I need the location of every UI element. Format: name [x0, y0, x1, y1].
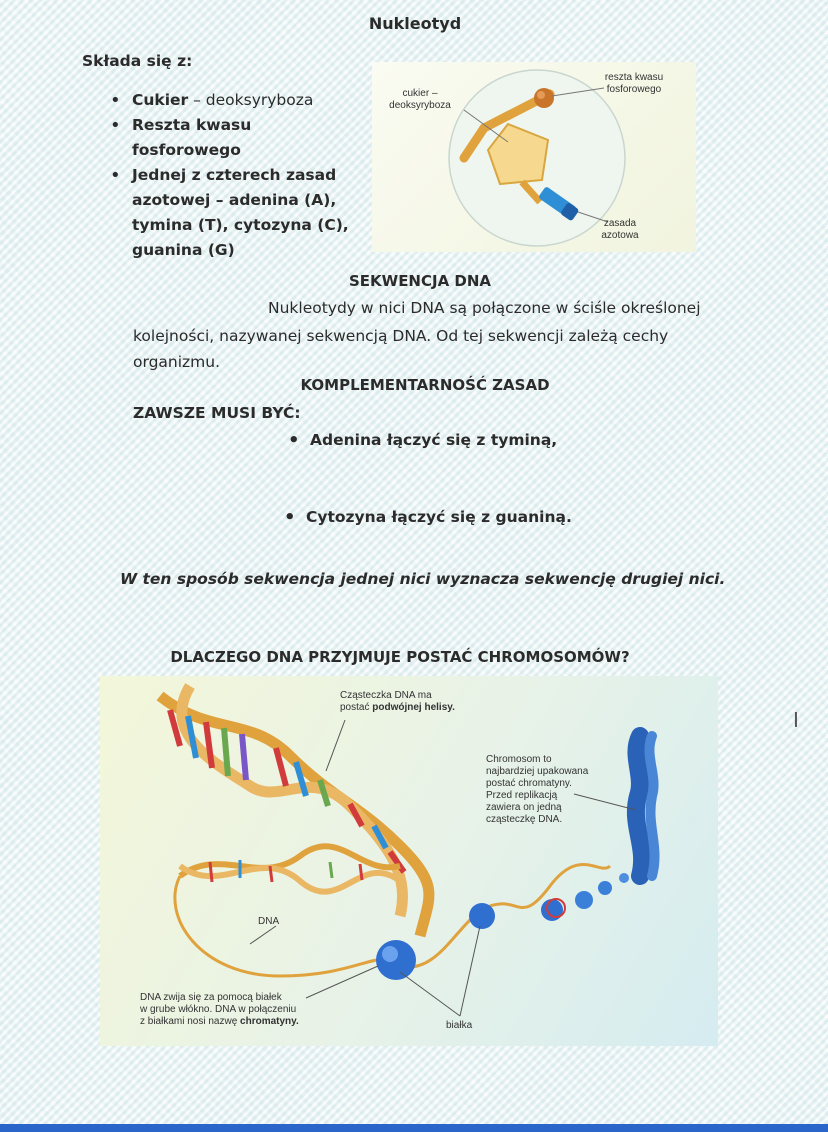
chromatin-label-line2: w grube włókno. DNA w połączeniu: [140, 1004, 297, 1015]
protein-label: białka: [446, 1020, 473, 1031]
sequence-line2: kolejności, nazywanej sekwencją DNA. Od tej sekwencji zależą cechy: [133, 327, 669, 345]
component-term: Jednej z czterech zasad azotowej – adenina (A), tymina (T), cytozyna (C), guanina (G): [132, 166, 349, 259]
component-term: Reszta kwasu fosforowego: [132, 116, 252, 159]
rule-text: Cytozyna łączyć się z guaniną.: [306, 508, 572, 526]
chromosome-illustration: [100, 676, 718, 1046]
sequence-heading: SEKWENCJA DNA: [348, 272, 492, 290]
chromosome-label-line4: Przed replikacją: [486, 790, 558, 801]
rule-list-2: [284, 505, 604, 530]
label-base-line2: azotowa: [601, 230, 639, 241]
chromosome-label-line2: najbardziej upakowana: [486, 766, 589, 777]
chromosome-label-line6: cząsteczkę DNA.: [486, 814, 563, 825]
label-sugar-line2: deoksyryboza: [389, 100, 451, 111]
helix-label-line1: Cząsteczka DNA ma: [340, 690, 432, 701]
list-item: [110, 88, 360, 113]
complementarity-heading: KOMPLEMENTARNOŚĆ ZASAD: [300, 376, 550, 394]
label-base-line1: zasada: [603, 218, 637, 229]
intro-text: Składa się z:: [82, 52, 193, 70]
rule-list-1: [288, 428, 608, 453]
page-title: Nukleotyd: [368, 14, 462, 33]
list-item: [110, 113, 360, 163]
helix-label-line2: postać podwójnej helisy.: [340, 702, 455, 713]
conclusion-text: W ten sposób sekwencja jednej nici wyznacza sekwencję drugiej nici.: [120, 570, 726, 588]
dna-label: DNA: [258, 916, 280, 927]
chromosome-figure: [100, 676, 718, 1046]
nucleotide-illustration: [372, 62, 696, 252]
list-item: [110, 163, 360, 263]
label-phosphate-line1: reszta kwasu: [604, 72, 664, 83]
chromosome-heading: DLACZEGO DNA PRZYJMUJE POSTAĆ CHROMOSOMÓW?: [170, 648, 630, 666]
chromatin-label-line1: DNA zwija się za pomocą białek: [140, 992, 282, 1003]
sequence-line3: organizmu.: [133, 353, 221, 371]
must-heading: ZAWSZE MUSI BYĆ:: [133, 404, 301, 422]
nucleotide-figure: [372, 62, 696, 252]
bottom-accent-bar: [0, 1124, 828, 1132]
chromosome-label-line3: postać chromatyny.: [486, 778, 572, 789]
component-desc: – deoksyryboza: [188, 91, 314, 109]
sequence-line1: Nukleotydy w nici DNA są połączone w ściśle określonej: [268, 299, 701, 317]
text-cursor-icon: I: [793, 708, 799, 732]
list-item: [288, 428, 608, 453]
label-phosphate-line2: fosforowego: [606, 84, 662, 95]
component-term: Cukier: [132, 91, 189, 109]
list-item: [284, 505, 604, 530]
rule-text: Adenina łączyć się z tyminą,: [310, 431, 558, 449]
chromosome-label-line5: zawiera on jedną: [486, 802, 562, 813]
chromosome-label-line1: Chromosom to: [486, 754, 552, 765]
label-sugar-line1: cukier –: [402, 88, 438, 99]
components-list: [110, 88, 360, 263]
chromatin-label-line3: z białkami nosi nazwę chromatyny.: [140, 1016, 299, 1027]
